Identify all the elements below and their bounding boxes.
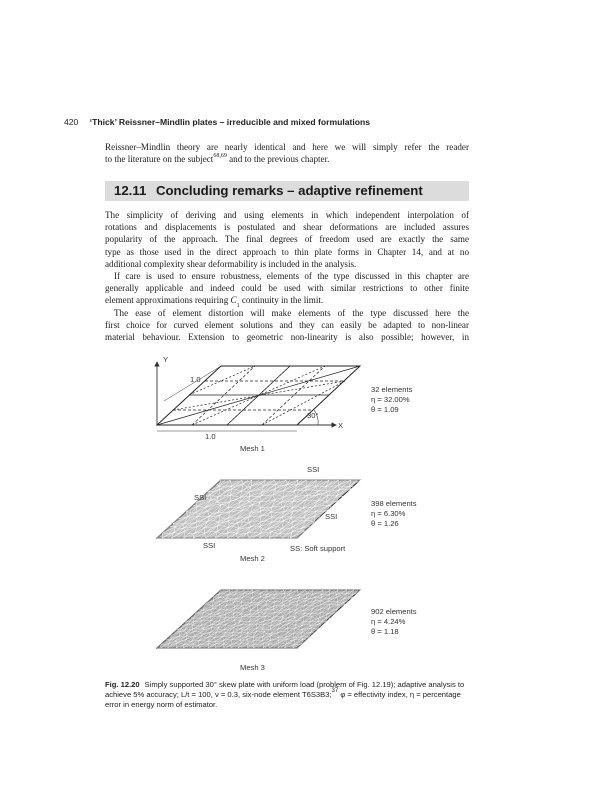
mesh-1-label: Mesh 1 xyxy=(240,444,265,453)
x-axis-label: X xyxy=(338,421,344,430)
figure-caption xyxy=(105,680,473,710)
mesh-3-theta: θ = 1.18 xyxy=(371,627,399,636)
mesh-3-elements-count: 902 elements xyxy=(371,607,417,616)
ssi-left-label: SSI xyxy=(194,493,207,502)
mesh-2 xyxy=(157,465,417,563)
page-number: 420 xyxy=(64,117,79,127)
caption-line xyxy=(105,680,473,690)
para-line: The simplicity of deriving and using elements in which independent interpolation of xyxy=(105,210,469,220)
para-line: The ease of element distortion will make elements of the type discussed here the xyxy=(114,308,469,318)
dim-top-label: 1.0 xyxy=(190,375,201,384)
section-title: Concluding remarks – adaptive refinement xyxy=(155,183,423,198)
ssi-right-label: SSI xyxy=(325,512,338,521)
figure-label: Fig. 12.20 xyxy=(105,680,140,689)
section-number: 12.11 xyxy=(114,183,147,198)
intro-text: and to the previous chapter. xyxy=(226,154,330,165)
soft-support-legend: SS: Soft support xyxy=(290,544,346,553)
caption-text: Simply supported 30° skew plate with uniform load (problem of Fig. 12.19); adaptive analysis to xyxy=(144,680,465,689)
mesh-1-elements: 32 elements xyxy=(371,385,413,394)
y-axis-label: Y xyxy=(163,355,169,364)
intro-text: to the literature on the subject xyxy=(105,154,214,165)
mesh-1-grid xyxy=(157,366,360,425)
caption-text: achieve 5% accuracy; L/t = 100, ν = 0.3, six-node element T6S3B3; xyxy=(105,690,332,699)
para-line: material behaviour. Extension to geometric non-linearity is also possible; however, in xyxy=(105,332,469,343)
mesh-2-label: Mesh 2 xyxy=(240,554,265,563)
mesh-3 xyxy=(157,590,417,672)
ssi-top-label: SSI xyxy=(307,465,320,474)
mesh-1-theta: θ = 1.09 xyxy=(371,405,399,414)
mesh-3-eta: η = 4.24% xyxy=(371,617,406,626)
para-line: popularity of the approach. The final degrees of freedom used are exactly the same xyxy=(105,234,469,245)
dim-bottom-label: 1.0 xyxy=(205,432,216,441)
ssi-bottom-label: SSI xyxy=(203,541,216,550)
intro-line: Reissner–Mindlin theory are nearly identical and here we will simply refer the reader xyxy=(105,142,469,152)
para-line: type as those used in the direct approach to thin plate forms in Chapter 14, and at no xyxy=(105,246,469,257)
reference-marker: 37 xyxy=(331,688,339,695)
math-symbol: C xyxy=(230,295,237,306)
caption-line xyxy=(105,690,473,700)
mesh-2-elements-count: 398 elements xyxy=(371,499,417,508)
caption-text: φ = effectivity index, η = percentage xyxy=(338,690,461,699)
mesh-3-label: Mesh 3 xyxy=(240,663,265,672)
para-line: If care is used to ensure robustness, elements of the type discussed in this chapter are xyxy=(114,271,469,281)
mesh-2-theta: θ = 1.26 xyxy=(371,519,399,528)
para-line: additional complexity shear deformability is included in the analysis. xyxy=(105,258,357,269)
angle-label: 30° xyxy=(307,411,319,420)
para-text: element approximations requiring xyxy=(105,295,231,306)
caption-line: error in energy norm of estimator. xyxy=(105,700,218,709)
mesh-1-eta: η = 32.00% xyxy=(371,395,410,404)
para-line: generally applicable and indeed could be used with similar restrictions to other finite xyxy=(105,283,469,294)
para-line: first choice for curved element solutions and they can easily be adapted to non-linear xyxy=(105,320,469,331)
para-line: rotations and displacements is postulated and shear deformations are included assures xyxy=(105,222,469,233)
mesh-2-eta: η = 6.30% xyxy=(371,509,406,518)
reference-marker: 68,69 xyxy=(213,153,227,160)
running-title: ‘Thick’ Reissner–Mindlin plates – irreducible and mixed formulations xyxy=(89,117,371,127)
para-text: continuity in the limit. xyxy=(239,295,324,306)
grid-line xyxy=(192,366,255,425)
math-subscript: 1 xyxy=(236,303,240,310)
mesh-1 xyxy=(157,355,413,453)
